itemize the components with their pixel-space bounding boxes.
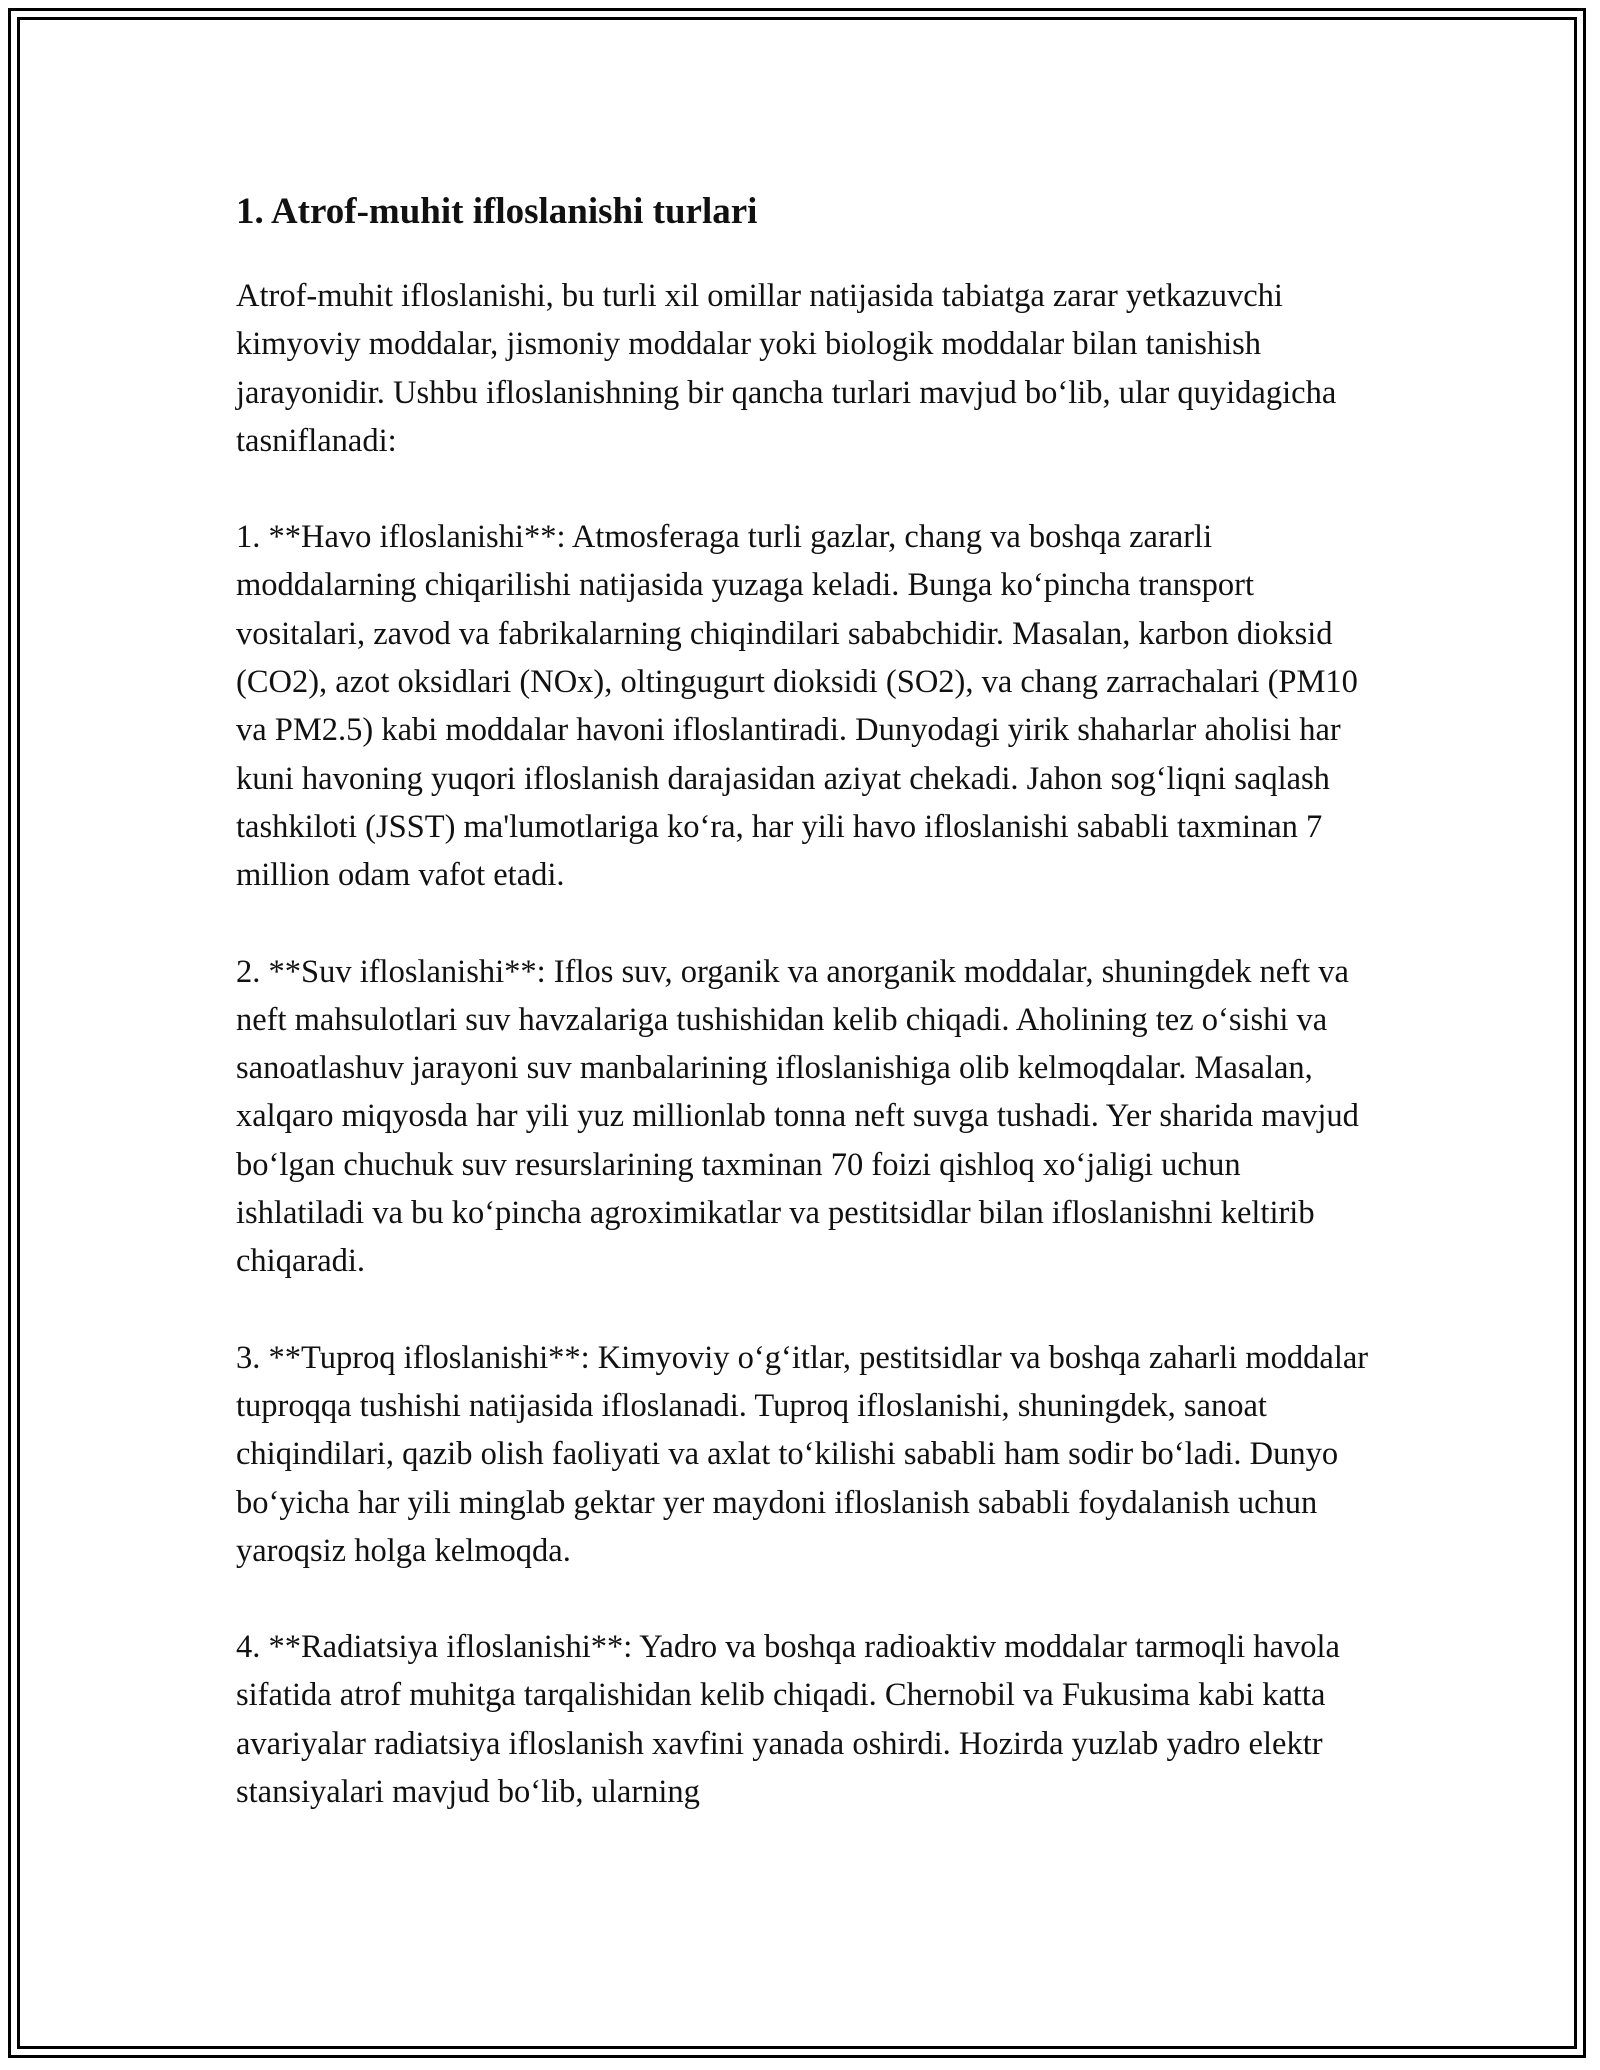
intro-paragraph: Atrof-muhit ifloslanishi, bu turli xil omillar natijasida tabiatga zarar yetkazuvchi kimyoviy moddalar, jismoniy moddalar yoki biologik moddalar bilan tanishish jarayonidir. Ushbu ifloslanishning bir qancha turlari mavjud bo‘lib, ular quyidagicha tasniflanadi: xyxy=(236,278,1337,459)
soil-pollution-paragraph: 3. **Tuproq ifloslanishi**: Kimyoviy o‘g‘itlar, pestitsidlar va boshqa zaharli moddalar tuproqqa tushishi natijasida ifloslanadi. Tuproq ifloslanishi, shuningdek, sanoat chiqindilari, qazib olish faoliyati va axlat to‘kilishi sababli ham sodir bo‘ladi. Dunyo bo‘yicha har yili minglab gektar yer maydoni ifloslanish sababli foydalanish uchun yaroqsiz holga kelmoqda. xyxy=(236,1339,1369,1569)
section-heading: 1. Atrof-muhit ifloslanishi turlari xyxy=(236,191,758,232)
radiation-pollution-paragraph: 4. **Radiatsiya ifloslanishi**: Yadro va boshqa radioaktiv moddalar tarmoqli havola sifatida atrof muhitga tarqalishidan kelib chiqadi. Chernobil va Fukusima kabi katta avariyalar radiatsiya ifloslanish xavfini yanada oshirdi. Hozirda yuzlab yadro elektr stansiyalari mavjud bo‘lib, ularning xyxy=(236,1629,1340,1811)
document-body xyxy=(236,186,1376,1864)
air-pollution-paragraph: 1. **Havo ifloslanishi**: Atmosferaga turli gazlar, chang va boshqa zararli moddalarning chiqarilishi natijasida yuzaga keladi. Bunga ko‘pincha transport vositalari, zavod va fabrikalarning chiqindilari sababchidir. Masalan, karbon dioksid (CO2), azot oksidlari (NOx), oltingugurt dioksidi (SO2), va chang zarrachalari (PM10 va PM2.5) kabi moddalar havoni ifloslantiradi. Dunyodagi yirik shaharlar aholisi har kuni havoning yuqori ifloslanish darajasidan aziyat chekadi. Jahon sog‘liqni saqlash tashkiloti (JSST) ma'lumotlariga ko‘ra, har yili havo ifloslanishi sababli taxminan 7 million odam vafot etadi. xyxy=(236,519,1358,894)
water-pollution-paragraph: 2. **Suv ifloslanishi**: Iflos suv, organik va anorganik moddalar, shuningdek neft va neft mahsulotlari suv havzalariga tushishidan kelib chiqadi. Aholining tez o‘sishi va sanoatlashuv jarayoni suv manbalarining ifloslanishiga olib kelmoqdalar. Masalan, xalqaro miqyosda har yili yuz millionlab tonna neft suvga tushadi. Yer sharida mavjud bo‘lgan chuchuk suv resurslarining taxminan 70 foizi qishloq xo‘jaligi uchun ishlatiladi va bu ko‘pincha agroximikatlar va pestitsidlar bilan ifloslanishni keltirib chiqaradi. xyxy=(236,953,1359,1280)
